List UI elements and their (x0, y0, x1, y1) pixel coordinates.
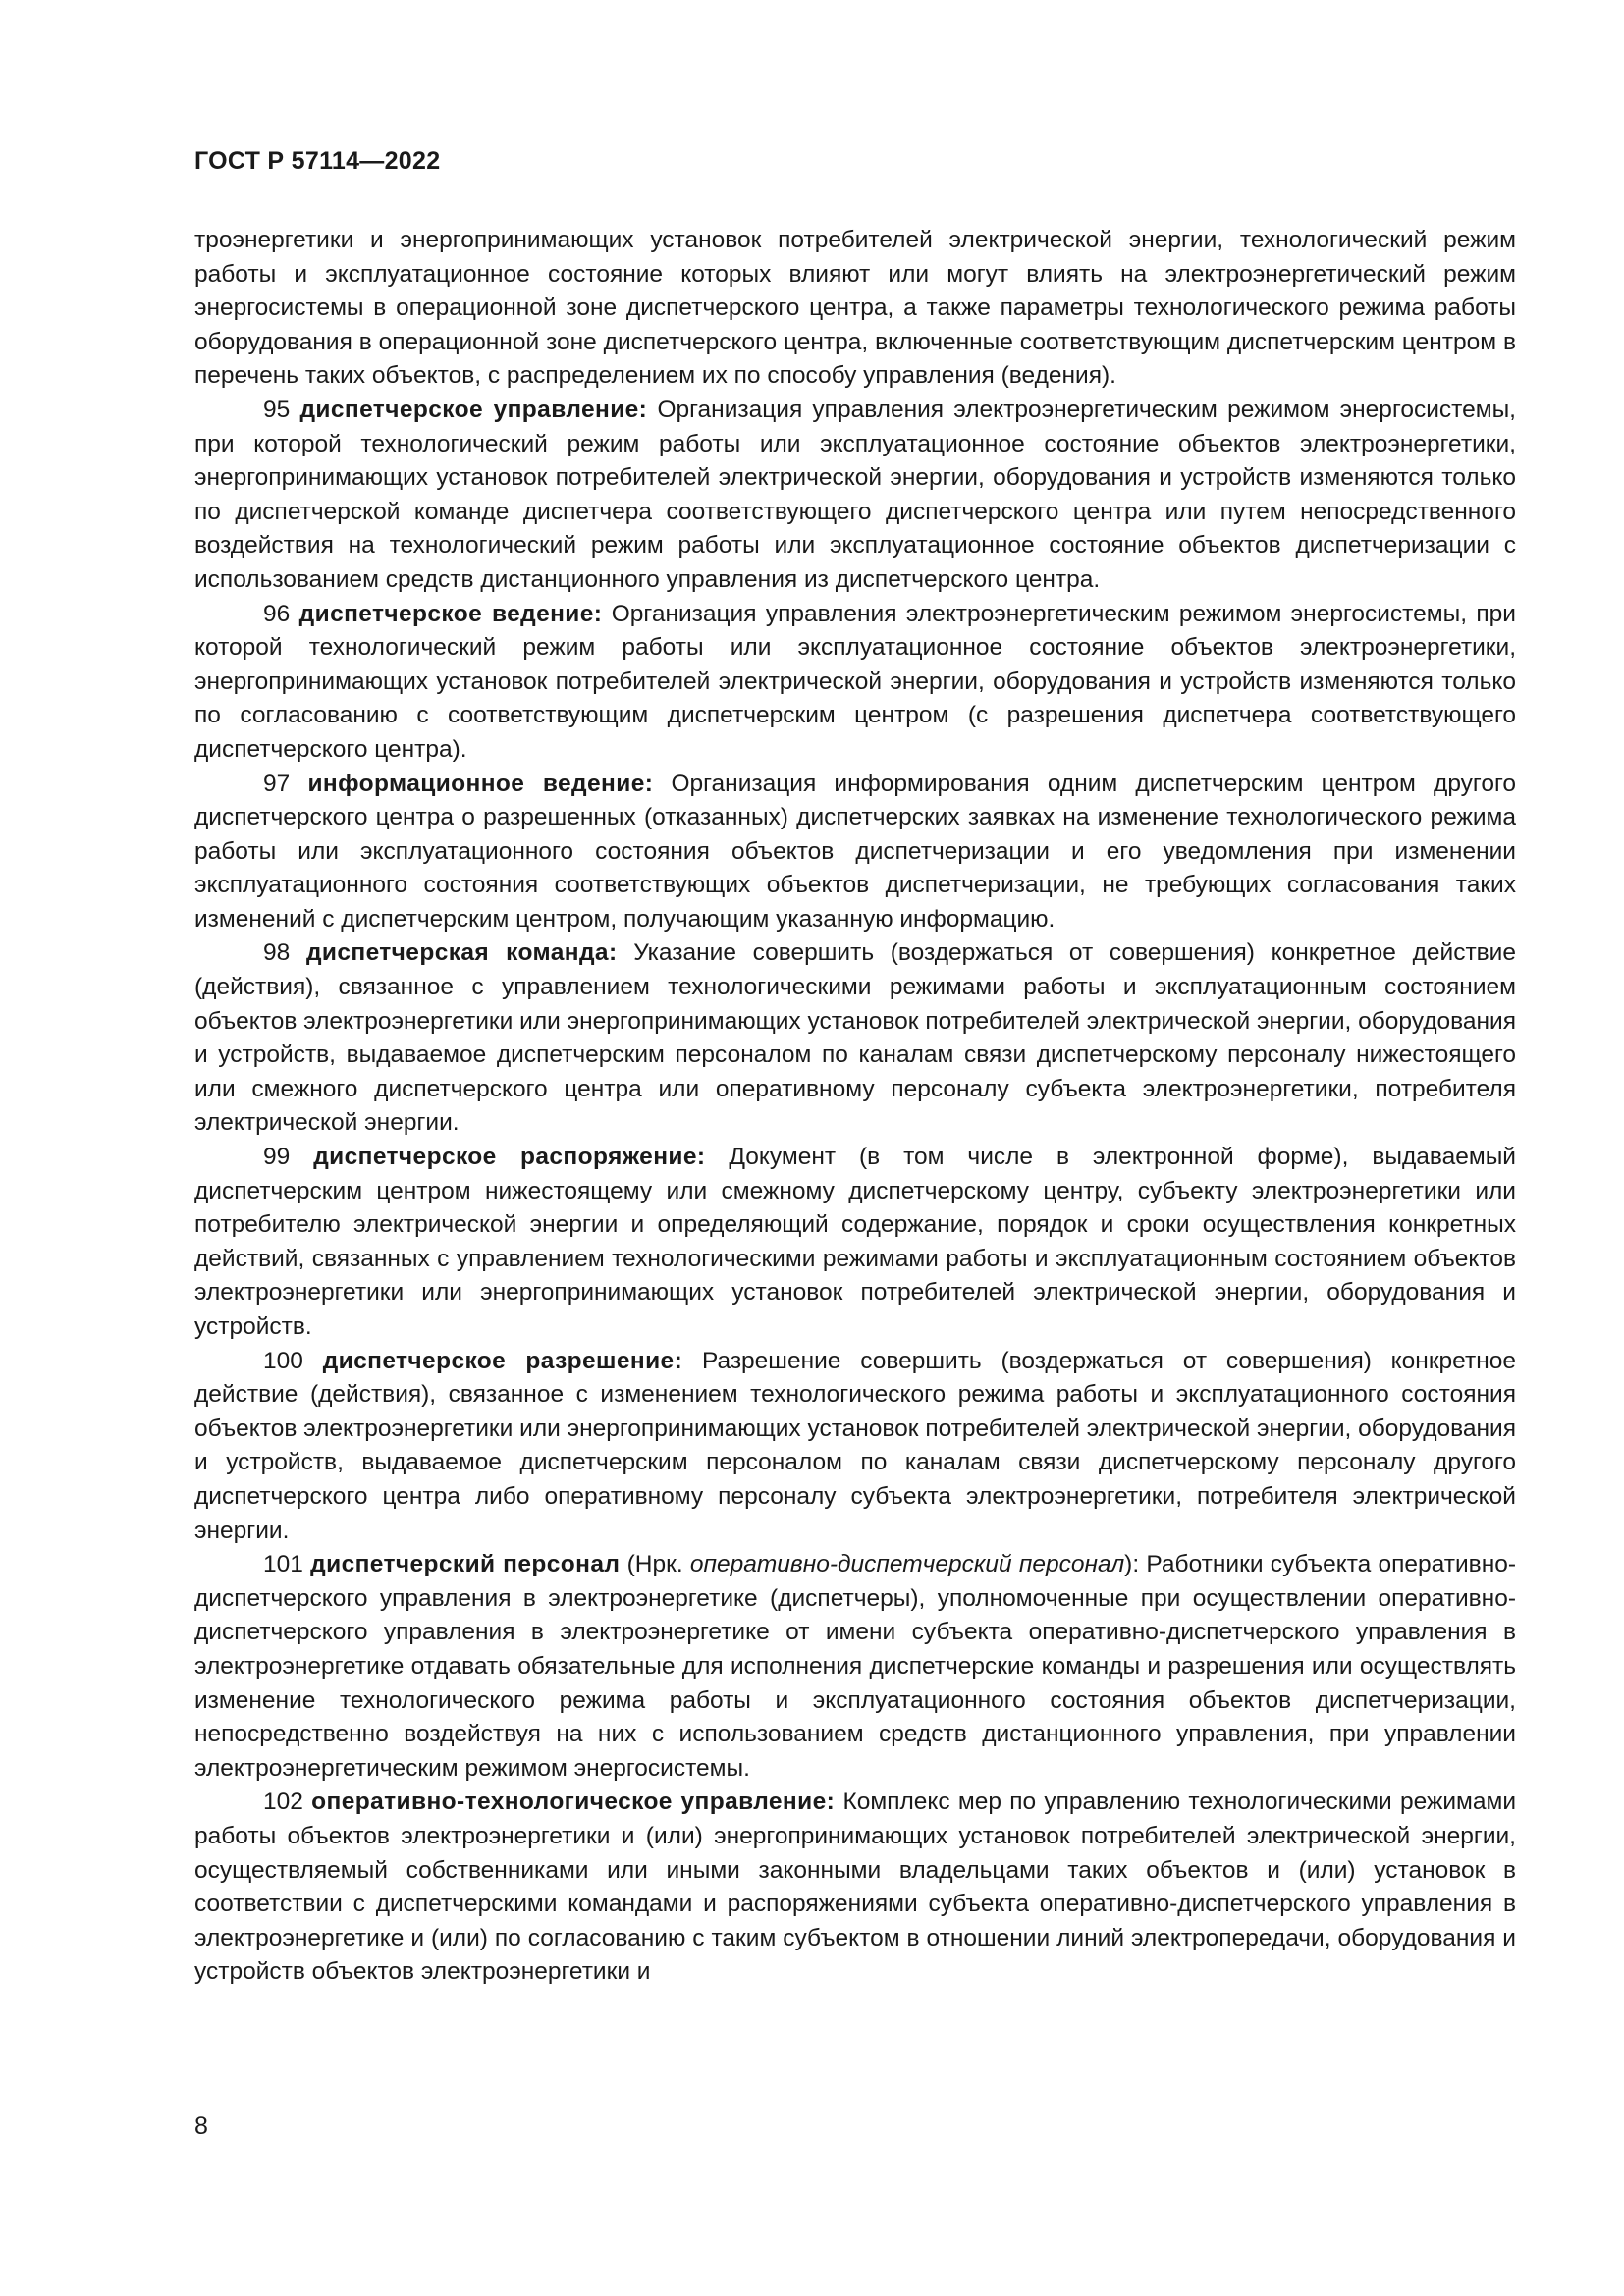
document-body (194, 224, 1516, 1990)
term-title: диспетчерская команда: (305, 939, 618, 967)
term-definition: Работники субъекта оперативно-диспетчерского управления в электроэнергетике (диспетчеры), уполномоченные при осуществлении оперативно-диспетчерского управления в электроэнергетике от имени субъекта оперативно-диспетчерского управления в электроэнергетике отдавать обязательные для исполнения диспетчерские команды и разрешения или осуществлять изменение технологического режима работы и эксплуатационного состояния объектов диспетчеризации, непосредственно воздействуя на них с использованием средств дистанционного управления, при управлении электроэнергетическим режимом энергосистемы. (194, 1551, 1517, 1782)
deprecated-term-suffix: ): (1124, 1551, 1140, 1578)
term-title: информационное ведение: (307, 770, 654, 797)
entry-number: 101 (263, 1551, 303, 1578)
term-title: оперативно-технологическое управление: (311, 1789, 836, 1816)
term-entry-95 (194, 394, 1516, 598)
term-definition: Организация управления электроэнергетическим режимом энергосистемы, при которой технологический режим работы или эксплуатационное состояние объектов электроэнергетики, энергопринимающих установок потребителей электрической энергии, оборудования и устройств изменяются только по согласованию с соответствующим диспетчерским центром (с разрешения диспетчера соответствующего диспетчерского центра). (194, 600, 1516, 763)
deprecated-term: оперативно-диспетчерский персонал (689, 1551, 1125, 1578)
entry-number: 97 (263, 770, 291, 797)
entry-number: 100 (263, 1347, 303, 1374)
entry-number: 98 (263, 939, 291, 967)
term-entry-101 (194, 1548, 1516, 1786)
term-entry-99 (194, 1141, 1516, 1345)
term-title: диспетчерское управление: (299, 396, 648, 423)
term-entry-96 (194, 598, 1516, 768)
entry-number: 96 (263, 600, 291, 627)
term-entry-100 (194, 1345, 1516, 1549)
term-definition: Указание совершить (воздержаться от совершения) конкретное действие (действия), связанное с управлением технологическими режимами работы и эксплуатационным состоянием объектов электроэнергетики или энергопринимающих установок потребителей электрической энергии, оборудования и устройств, выдаваемое диспетчерским персоналом по каналам связи диспетчерскому персоналу нижестоящего или смежного диспетчерского центра или оперативному персоналу субъекта электроэнергетики, потребителя электрической энергии. (194, 939, 1516, 1137)
term-definition: Документ (в том числе в электронной форме), выдаваемый диспетчерским центром нижестоящему или смежному диспетчерскому центру, субъекту электроэнергетики или потребителю электрической энергии и определяющий содержание, порядок и сроки осуществления конкретных действий, связанных с управлением технологическими режимами работы и эксплуатационным состоянием объектов электроэнергетики или энергопринимающих установок потребителей электрической энергии, оборудования и устройств. (194, 1144, 1516, 1340)
document-code-header: ГОСТ Р 57114—2022 (194, 147, 441, 175)
entry-number: 95 (263, 396, 291, 423)
term-definition: Организация управления электроэнергетическим режимом энергосистемы, при которой технологический режим работы или эксплуатационное состояние объектов электроэнергетики, энергопринимающих установок потребителей электрической энергии, оборудования и устройств изменяются только по диспетчерской команде диспетчера соответствующего диспетчерского центра или путем непосредственного воздействия на технологический режим работы или эксплуатационное состояние объектов диспетчеризации с использованием средств дистанционного управления из диспетчерского центра. (194, 396, 1516, 593)
term-entry-98 (194, 936, 1516, 1141)
entry-number: 99 (263, 1144, 291, 1171)
continuation-paragraph: троэнергетики и энергопринимающих установок потребителей электрической энергии, технологический режим работы и эксплуатационное состояние которых влияют или могут влиять на электроэнергетический режим энергосистемы в операционной зоне диспетчерского центра, а также параметры технологического режима работы оборудования в операционной зоне диспетчерского центра, включенные соответствующим диспетчерским центром в перечень таких объектов, с распределением их по способу управления (ведения). (194, 227, 1516, 390)
term-title: диспетчерское ведение: (298, 600, 603, 627)
term-definition: Комплекс мер по управлению технологическими режимами работы объектов электроэнергетики и (или) энергопринимающих установок потребителей электрической энергии, осуществляемый собственниками или иными законными владельцами таких объектов и (или) установок в соответствии с диспетчерскими командами и распоряжениями субъекта оперативно-диспетчерского управления в электроэнергетике и (или) по согласованию с таким субъектом в отношении линий электропередачи, оборудования и устройств объектов электроэнергетики и (194, 1789, 1517, 1986)
term-definition: Организация информирования одним диспетчерским центром другого диспетчерского центра о разрешенных (отказанных) диспетчерских заявках на изменение технологического режима работы или эксплуатационного состояния объектов диспетчеризации и его уведомления при изменении эксплуатационного состояния соответствующих объектов диспетчеризации, не требующих согласования таких изменений с диспетчерским центром, получающим указанную информацию. (194, 770, 1516, 933)
entry-number: 102 (263, 1789, 303, 1816)
page-number: 8 (194, 2112, 208, 2140)
term-definition: Разрешение совершить (воздержаться от совершения) конкретное действие (действия), связанное с изменением технологического режима работы и эксплуатационного состояния объектов электроэнергетики или энергопринимающих установок потребителей электрической энергии, оборудования и устройств, выдаваемое диспетчерским персоналом по каналам связи диспетчерскому персоналу другого диспетчерского центра либо оперативному персоналу субъекта электроэнергетики, потребителя электрической энергии. (194, 1347, 1516, 1544)
term-title: диспетчерское распоряжение: (313, 1144, 706, 1171)
term-title: диспетчерский персонал (310, 1551, 621, 1578)
deprecated-term-prefix: (Нрк. (626, 1551, 683, 1578)
term-entry-97 (194, 768, 1516, 937)
term-title: диспетчерское разрешение: (322, 1347, 683, 1374)
term-entry-102 (194, 1786, 1516, 1990)
